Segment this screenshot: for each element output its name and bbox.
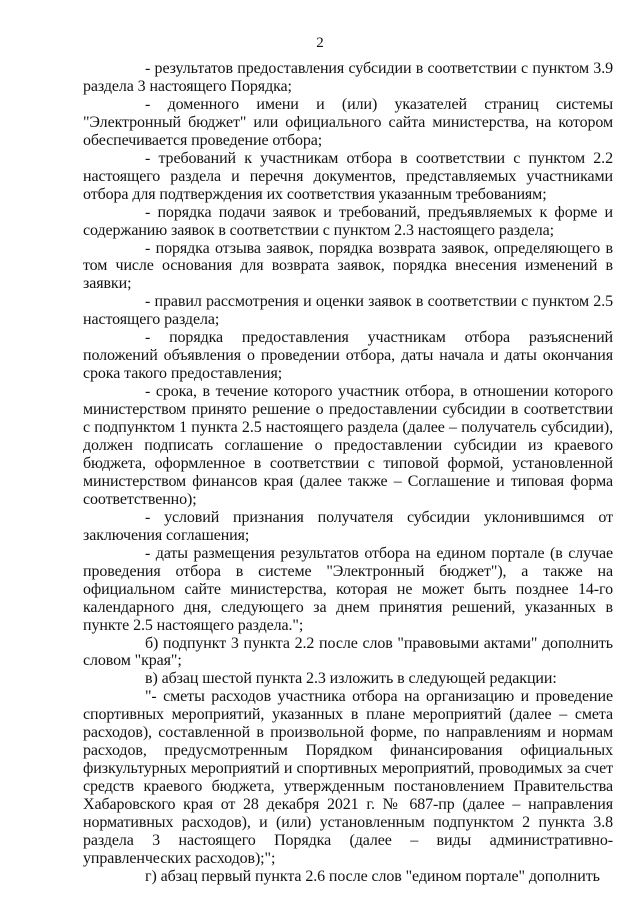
paragraph-cost-estimate: "- сметы расходов участника отбора на организацию и проведение спортивных мероприятий, указанных в плане мероприятий (далее – смета расходов), составленной в произвольной форме, по направлениям и нормам расходов, предусмотренным Порядком финансирования официальных физкультурных мероприятий и спортивных мероприятий, проводимых за счет средств краевого бюджета, утвержденным постановлением Правительства Хабаровского края от 28 декабря 2021 г. № 687-пр (далее – направления нормативных расходов), и (или) установленным подпунктом 2 пункта 3.8 раздела 3 настоящего Порядка (далее – виды административно-управленческих расходов);";: [83, 688, 613, 867]
document-body: [83, 60, 613, 886]
paragraph-subsidy-results: - результатов предоставления субсидии в соответствии с пунктом 3.9 раздела 3 настоящего Порядка;: [83, 60, 613, 95]
paragraph-amendment-g: г) абзац первый пункта 2.6 после слов "едином портале" дополнить: [145, 867, 600, 885]
paragraph-evaluation-rules: - правил рассмотрения и оценки заявок в соответствии с пунктом 2.5 настоящего раздела;: [83, 293, 613, 329]
paragraph-amendment-v: в) абзац шестой пункта 2.3 изложить в следующей редакции:: [145, 670, 557, 688]
paragraph-amendment-b: б) подпункт 3 пункта 2.2 после слов "правовыми актами" дополнить словом "края";: [83, 634, 613, 670]
paragraph-domain-name: - доменного имени и (или) указателей страниц системы "Электронный бюджет" или официального сайта министерства, на котором обеспечивается проведение отбора;: [83, 95, 613, 149]
page-number: 2: [316, 35, 324, 51]
paragraph-agreement-deadline: - срока, в течение которого участник отбора, в отношении которого министерством принято решение о предоставлении субсидии в соответствии с подпунктом 1 пункта 2.5 настоящего раздела (далее – получатель субсидии), должен подписать соглашение о предоставлении субсидии из краевого бюджета, оформленное в соответствии с типовой формой, установленной министерством финансов края (далее также – Соглашение и типовая форма соответственно);: [83, 383, 613, 508]
paragraph-results-publication: - даты размещения результатов отбора на едином портале (в случае проведения отбора в системе "Электронный бюджет"), а также на официальном сайте министерства, которая не может быть позднее 14-го календарного дня, следующего за днем принятия решений, указанных в пункте 2.5 настоящего раздела.";: [83, 544, 613, 634]
paragraph-application-procedure: - порядка подачи заявок и требований, предъявляемых к форме и содержанию заявок в соответствии с пунктом 2.3 настоящего раздела;: [83, 203, 613, 239]
paragraph-clarifications: - порядка предоставления участникам отбора разъяснений положений объявления о проведении отбора, даты начала и даты окончания срока такого предоставления;: [83, 329, 613, 383]
paragraph-evasion-conditions: - условий признания получателя субсидии уклонившимся от заключения соглашения;: [83, 508, 613, 544]
paragraph-application-withdrawal: - порядка отзыва заявок, порядка возврата заявок, определяющего в том числе основания для возврата заявок, порядка внесения изменений в заявки;: [83, 239, 613, 293]
paragraph-participant-requirements: - требований к участникам отбора в соответствии с пунктом 2.2 настоящего раздела и перечня документов, представляемых участниками отбора для подтверждения их соответствия указанным требованиям;: [83, 149, 613, 203]
